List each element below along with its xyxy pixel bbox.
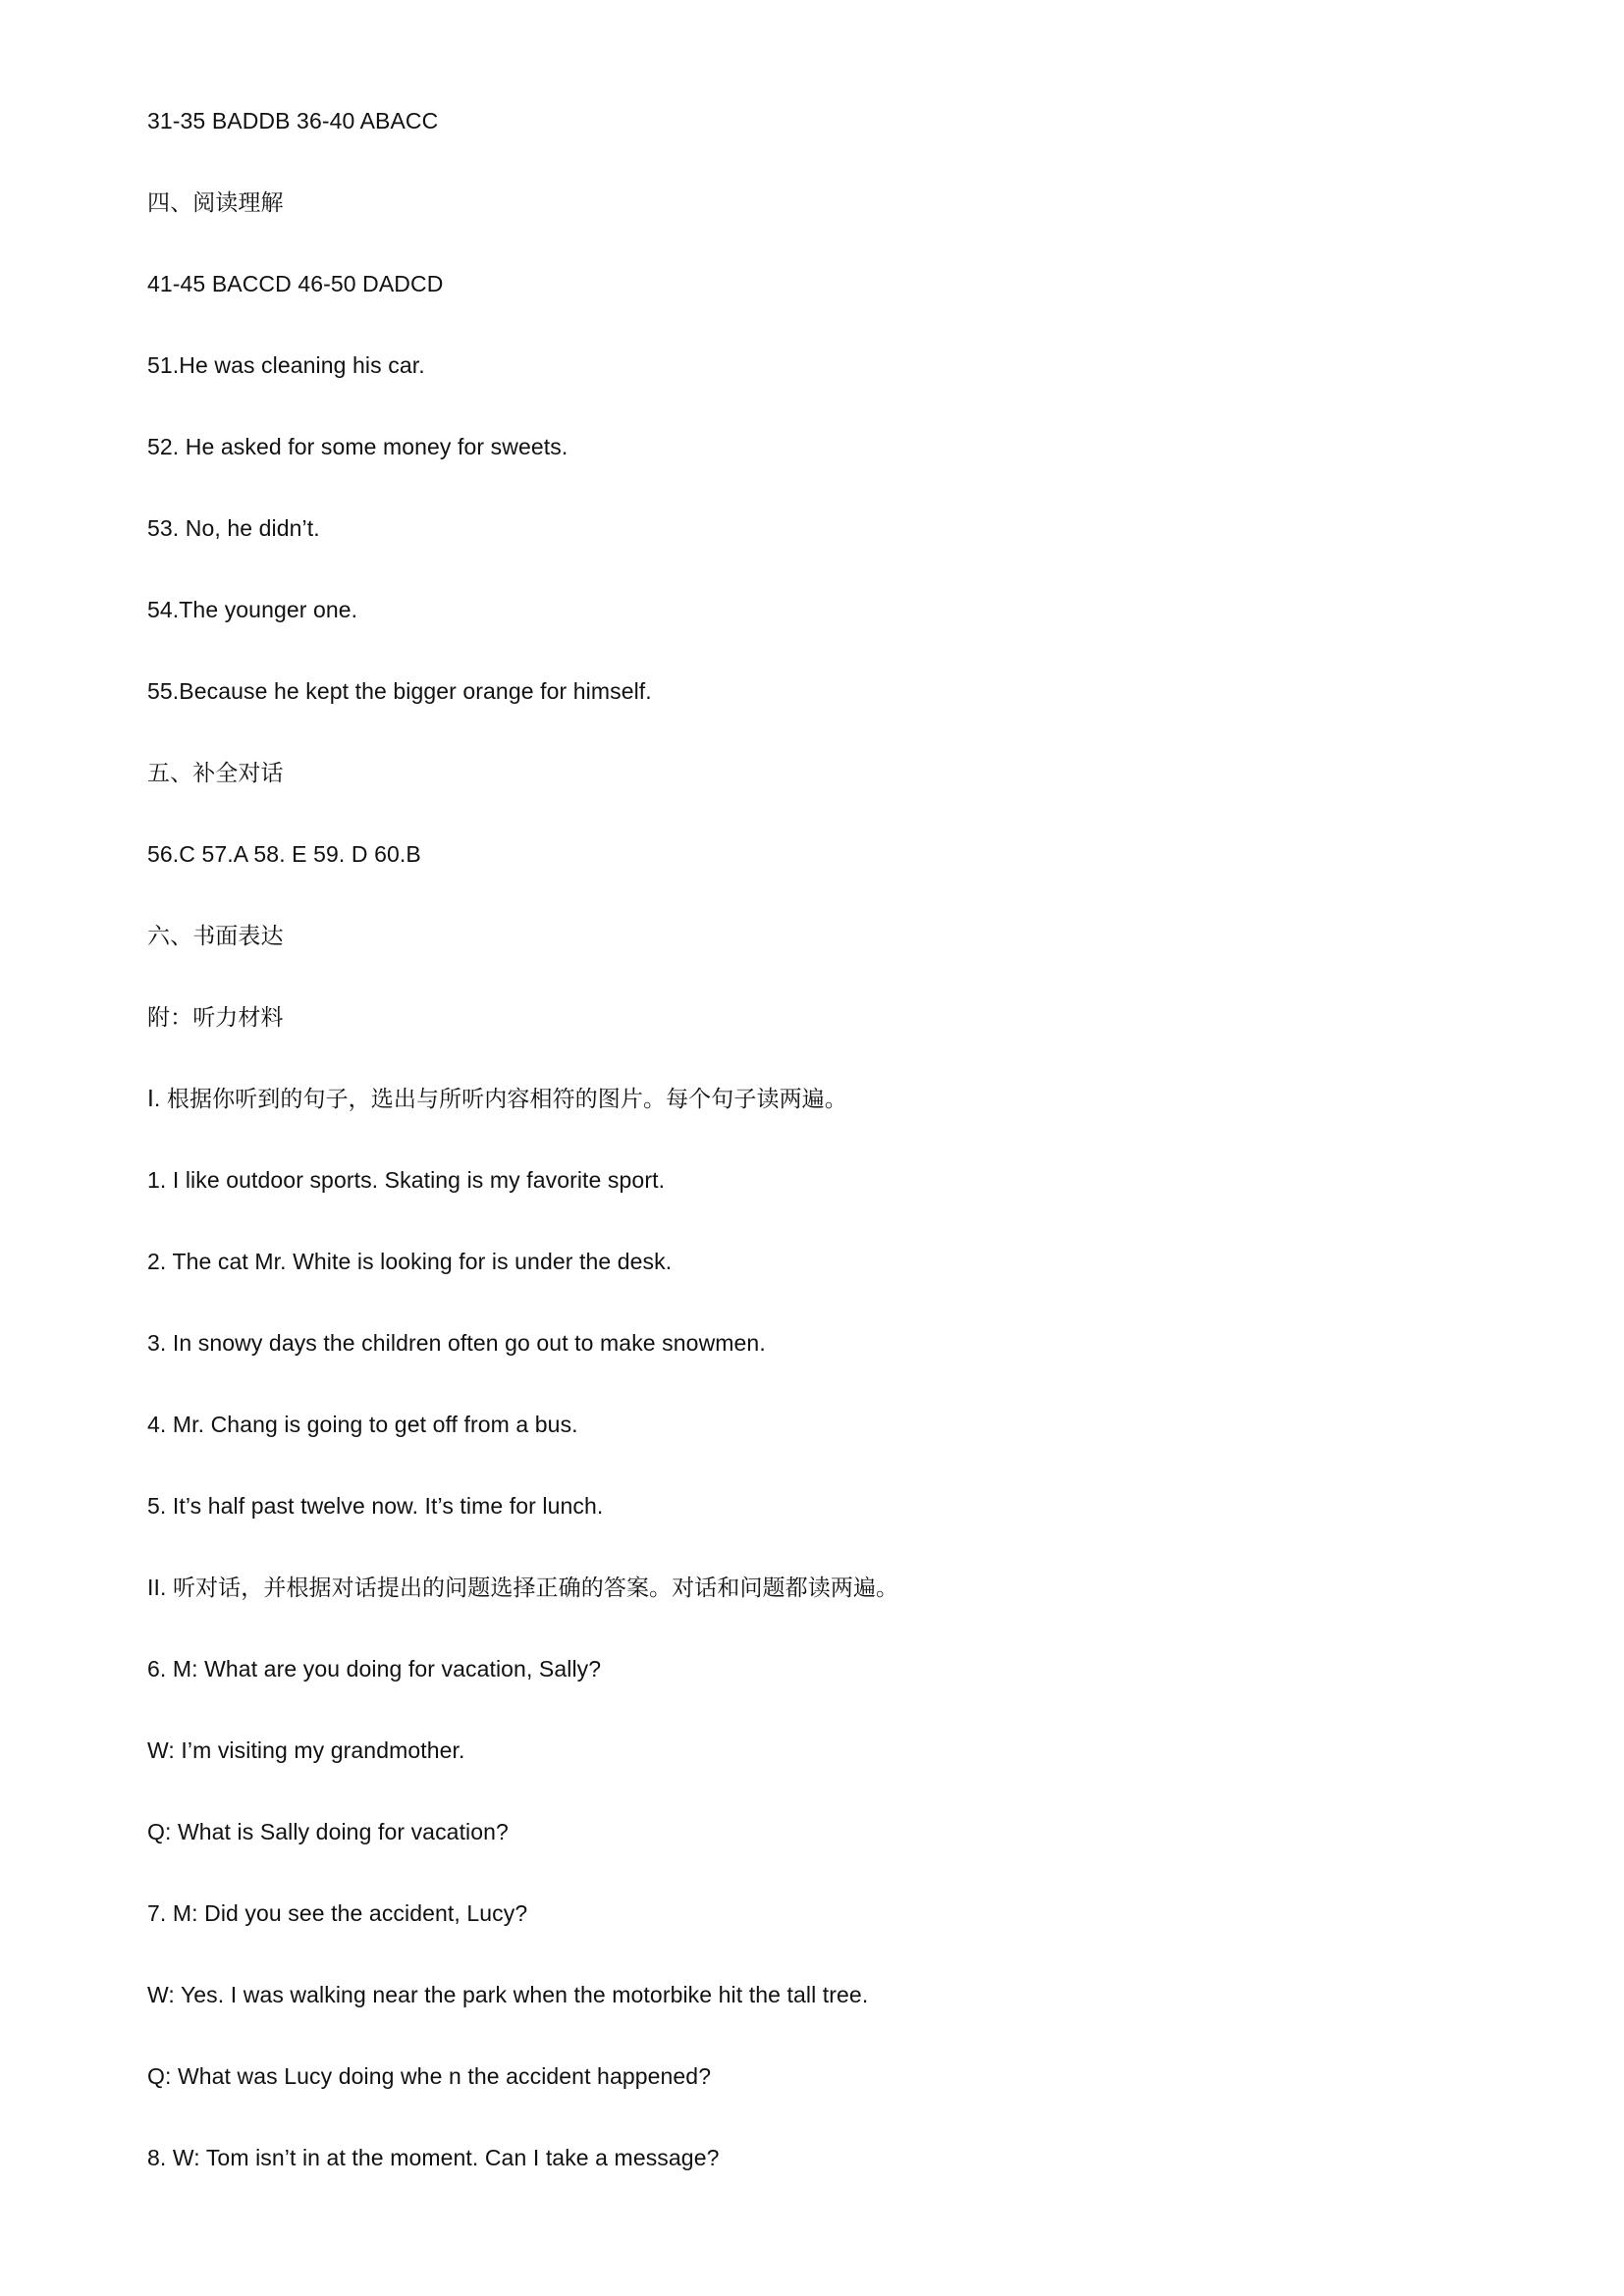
listening-part-2-instruction: II. 听对话，并根据对话提出的问题选择正确的答案。对话和问题都读两遍。 bbox=[147, 1575, 899, 1600]
section-heading-writing: 六、书面表达 bbox=[147, 923, 284, 948]
answer-key-text bbox=[147, 101, 1473, 2219]
answer-54: 54.The younger one. bbox=[147, 597, 358, 622]
listening-part-1-instruction: Ⅰ. 根据你听到的句子，选出与所听内容相符的图片。每个句子读两遍。 bbox=[147, 1086, 847, 1111]
answer-53: 53. No, he didn’t. bbox=[147, 515, 320, 541]
answer-51: 51.He was cleaning his car. bbox=[147, 352, 425, 378]
listening-sentence-1: 1. I like outdoor sports. Skating is my favorite sport. bbox=[147, 1167, 666, 1193]
answer-52: 52. He asked for some money for sweets. bbox=[147, 434, 568, 459]
dialogue-6-man: 6. M: What are you doing for vacation, Sally? bbox=[147, 1656, 602, 1682]
listening-sentence-5: 5. It’s half past twelve now. It’s time for lunch. bbox=[147, 1493, 604, 1519]
dialogue-8-woman: 8. W: Tom isn’t in at the moment. Can I take a message? bbox=[147, 2145, 720, 2170]
dialogue-7-man: 7. M: Did you see the accident, Lucy? bbox=[147, 1900, 528, 1926]
listening-sentence-2: 2. The cat Mr. White is looking for is under the desk. bbox=[147, 1249, 673, 1274]
listening-sentence-4: 4. Mr. Chang is going to get off from a bus. bbox=[147, 1412, 578, 1437]
listening-sentence-3: 3. In snowy days the children often go out to make snowmen. bbox=[147, 1330, 766, 1356]
answers-56-60: 56.C 57.A 58. E 59. D 60.B bbox=[147, 841, 421, 867]
dialogue-7-woman: W: Yes. I was walking near the park when the motorbike hit the tall tree. bbox=[147, 1982, 869, 2007]
dialogue-6-question: Q: What is Sally doing for vacation? bbox=[147, 1819, 509, 1844]
section-heading-dialogue: 五、补全对话 bbox=[147, 760, 284, 785]
answers-31-40: 31-35 BADDB 36-40 ABACC bbox=[147, 108, 439, 133]
dialogue-7-question: Q: What was Lucy doing whe n the accident happened? bbox=[147, 2063, 712, 2089]
answer-55: 55.Because he kept the bigger orange for himself. bbox=[147, 678, 652, 704]
appendix-heading: 附：听力材料 bbox=[147, 1004, 284, 1030]
section-heading-reading: 四、阅读理解 bbox=[147, 189, 284, 215]
answers-41-50: 41-45 BACCD 46-50 DADCD bbox=[147, 271, 444, 296]
dialogue-6-woman: W: I’m visiting my grandmother. bbox=[147, 1737, 465, 1763]
